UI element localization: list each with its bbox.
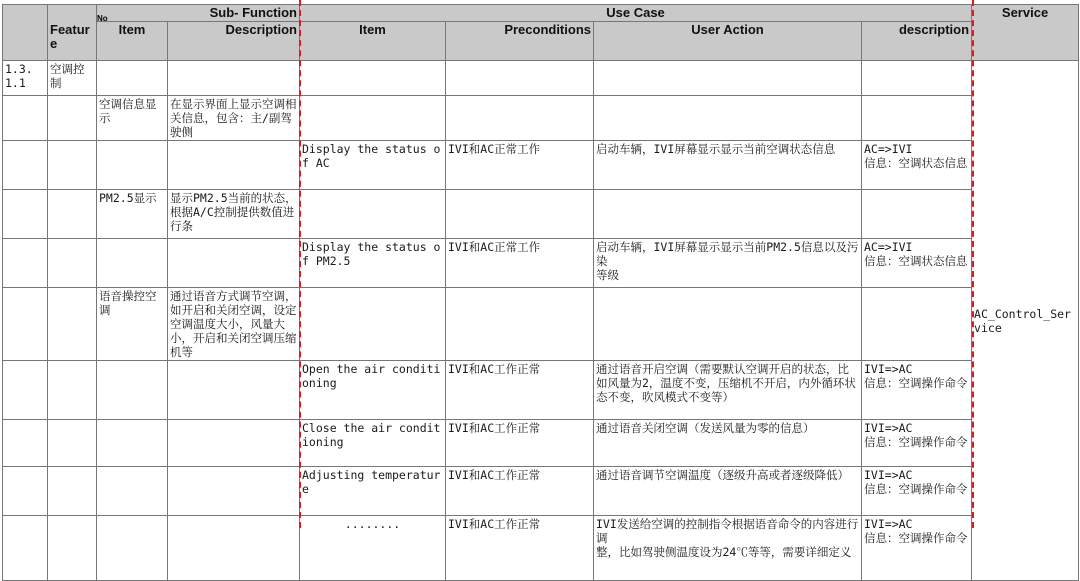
empty-cell [594, 96, 862, 141]
uc-preconditions-cell: IVI和AC工作正常 [446, 516, 594, 581]
empty-cell [3, 96, 48, 141]
use-case-row [3, 361, 1079, 420]
header-row-sub [3, 22, 1079, 61]
uc-item-label: Item [359, 22, 386, 37]
sub-function-header [97, 5, 300, 22]
empty-cell [3, 361, 48, 420]
uc-user-action-header [594, 22, 862, 61]
no-header [3, 5, 48, 61]
uc-item-cell: Display the status of AC [300, 141, 446, 190]
empty-cell [3, 420, 48, 467]
empty-cell [3, 239, 48, 288]
empty-cell [48, 420, 97, 467]
empty-cell [97, 467, 168, 516]
use-case-row [3, 141, 1079, 190]
empty-cell [48, 516, 97, 581]
empty-cell [168, 61, 300, 96]
empty-cell [300, 190, 446, 239]
empty-cell [594, 190, 862, 239]
sf-item-header [97, 22, 168, 61]
empty-cell [446, 61, 594, 96]
uc-item-cell: Close the air conditioning [300, 420, 446, 467]
uc-preconditions-cell: IVI和AC正常工作 [446, 239, 594, 288]
feature-name-cell: 空调控制 [48, 61, 97, 96]
empty-cell [594, 61, 862, 96]
uc-description-cell: IVI=>AC 信息：空调操作命令 [862, 467, 972, 516]
use-case-row [3, 516, 1079, 581]
empty-cell [862, 288, 972, 361]
uc-preconditions-cell: IVI和AC工作正常 [446, 467, 594, 516]
sub-function-row [3, 288, 1079, 361]
use-case-row [3, 420, 1079, 467]
use-case-header [300, 5, 972, 22]
use-case-label: Use Case [606, 5, 665, 20]
divider-line-left [299, 0, 301, 528]
empty-cell [446, 288, 594, 361]
empty-cell [300, 288, 446, 361]
sf-item-cell: PM2.5显示 [97, 190, 168, 239]
uc-user-action-cell: IVI发送给空调的控制指令根据语音命令的内容进行调 整，比如驾驶侧温度设为24℃等等，需要详细定义 [594, 516, 862, 581]
empty-cell [300, 96, 446, 141]
sub-function-row [3, 96, 1079, 141]
uc-description-cell: IVI=>AC 信息：空调操作命令 [862, 516, 972, 581]
empty-cell [168, 420, 300, 467]
empty-cell [300, 61, 446, 96]
requirements-table [2, 4, 1079, 581]
uc-description-cell: AC=>IVI 信息：空调状态信息 [862, 141, 972, 190]
uc-user-action-cell: 通过语音开启空调（需要默认空调开启的状态，比如风量为2，温度不变，压缩机不开启，内外循环状态不变，吹风模式不变等） [594, 361, 862, 420]
uc-description-cell: IVI=>AC 信息：空调操作命令 [862, 420, 972, 467]
uc-description-cell: AC=>IVI 信息：空调状态信息 [862, 239, 972, 288]
empty-cell [48, 361, 97, 420]
sub-function-row [3, 190, 1079, 239]
empty-cell [862, 61, 972, 96]
empty-cell [168, 239, 300, 288]
uc-item-cell: ........ [300, 516, 446, 581]
empty-cell [48, 190, 97, 239]
empty-cell [168, 361, 300, 420]
empty-cell [168, 467, 300, 516]
uc-item-cell: Open the air conditioning [300, 361, 446, 420]
uc-user-action-cell: 通过语音调节空调温度（逐级升高或者逐级降低） [594, 467, 862, 516]
uc-item-cell: Display the status of PM2.5 [300, 239, 446, 288]
uc-description-header [862, 22, 972, 61]
uc-user-action-cell: 启动车辆，IVI屏幕显示显示当前PM2.5信息以及污染 等级 [594, 239, 862, 288]
header-row-top [3, 5, 1079, 22]
empty-cell [446, 190, 594, 239]
service-header [972, 5, 1079, 61]
empty-cell [3, 288, 48, 361]
sf-item-cell: 空调信息显示 [97, 96, 168, 141]
sf-description-cell: 通过语音方式调节空调，如开启和关闭空调，设定空调温度大小，风量大小，开启和关闭空调压缩机等 [168, 288, 300, 361]
empty-cell [48, 288, 97, 361]
empty-cell [97, 239, 168, 288]
sf-description-cell: 显示PM2.5当前的状态，根据A/C控制提供数值进行条 [168, 190, 300, 239]
empty-cell [48, 239, 97, 288]
empty-cell [594, 288, 862, 361]
empty-cell [97, 141, 168, 190]
empty-cell [3, 190, 48, 239]
empty-cell [48, 141, 97, 190]
feature-header-label: Feature [50, 22, 90, 51]
service-label: Service [1001, 5, 1049, 20]
sf-item-label: Item [118, 22, 146, 37]
empty-cell [168, 516, 300, 581]
empty-cell [3, 141, 48, 190]
sub-function-label: Sub- Function [209, 5, 297, 20]
sf-item-cell: 语音操控空调 [97, 288, 168, 361]
empty-cell [97, 516, 168, 581]
empty-cell [97, 361, 168, 420]
empty-cell [3, 467, 48, 516]
empty-cell [168, 141, 300, 190]
sf-description-header [168, 22, 300, 61]
use-case-row [3, 239, 1079, 288]
sf-description-cell: 在显示界面上显示空调相关信息，包含：主/副驾驶侧 [168, 96, 300, 141]
uc-user-action-label: User Action [691, 22, 764, 37]
uc-user-action-cell: 通过语音关闭空调（发送风量为零的信息） [594, 420, 862, 467]
service-cell: AC_Control_Service [972, 61, 1079, 581]
divider-line-right [972, 0, 974, 528]
empty-cell [446, 96, 594, 141]
uc-user-action-cell: 启动车辆，IVI屏幕显示显示当前空调状态信息 [594, 141, 862, 190]
uc-preconditions-cell: IVI和AC正常工作 [446, 141, 594, 190]
uc-item-header [300, 22, 446, 61]
use-case-row [3, 467, 1079, 516]
uc-description-cell: IVI=>AC 信息：空调操作命令 [862, 361, 972, 420]
uc-preconditions-header [446, 22, 594, 61]
uc-preconditions-cell: IVI和AC工作正常 [446, 420, 594, 467]
uc-item-cell: Adjusting temperature [300, 467, 446, 516]
empty-cell [3, 516, 48, 581]
uc-description-label: description [898, 22, 970, 37]
empty-cell [48, 96, 97, 141]
uc-preconditions-label: Preconditions [504, 22, 591, 37]
empty-cell [97, 61, 168, 96]
no-mark-label: No [97, 14, 108, 23]
feature-no-cell: 1.3.1.1 [3, 61, 48, 96]
empty-cell [97, 420, 168, 467]
feature-row [3, 61, 1079, 96]
empty-cell [862, 96, 972, 141]
empty-cell [48, 467, 97, 516]
uc-preconditions-cell: IVI和AC工作正常 [446, 361, 594, 420]
feature-header [48, 5, 97, 61]
sf-description-label: Description [225, 22, 297, 37]
empty-cell [862, 190, 972, 239]
